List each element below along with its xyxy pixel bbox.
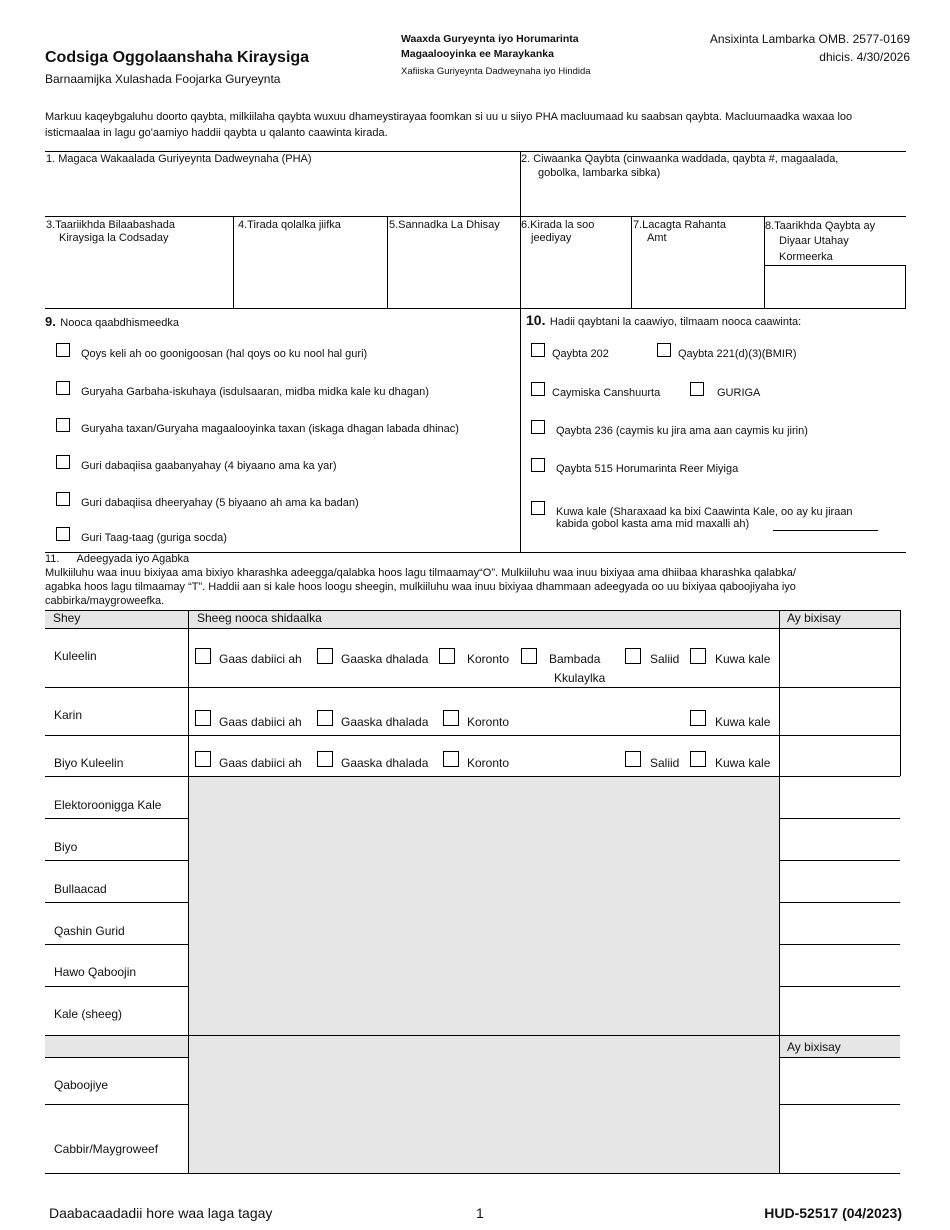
heating-natural-gas-checkbox[interactable] (195, 648, 211, 664)
lease-start-input[interactable] (46, 250, 231, 305)
water-paid-by-input[interactable] (781, 820, 898, 858)
range-microwave-paid-by-input[interactable] (781, 1106, 898, 1171)
inspection-date-label-3: Kormeerka (779, 251, 833, 263)
proposed-rent-input[interactable] (523, 250, 628, 305)
assistance-type-number: 10. (526, 312, 546, 328)
security-deposit-input[interactable] (634, 250, 761, 305)
refrigerator-paid-by-input[interactable] (781, 1059, 898, 1102)
section-202-checkbox[interactable] (531, 343, 545, 357)
cooking-other-label: Kuwa kale (715, 715, 771, 729)
section-221-checkbox[interactable] (657, 343, 671, 357)
department-line-1: Waaxda Guryeynta iyo Horumarinta (401, 33, 579, 45)
trash-paid-by-input[interactable] (781, 904, 898, 942)
inspection-date-label-2: Diyaar Utahay (779, 235, 849, 247)
assistance-type-label: Hadii qaybtani la caawiyo, tilmaam nooca caawinta: (549, 316, 802, 328)
other-specify-paid-by-input[interactable] (781, 988, 898, 1033)
structure-option-label: Guri dabaqiisa dheeryahay (5 biyaano ah ama ka badan) (81, 497, 359, 509)
item-column-header: Shey (53, 611, 81, 625)
section-236-label: Qaybta 236 (caymis ku jira ama aan caymis ku jirin) (556, 425, 808, 437)
paid-by-column-header: Ay bixisay (787, 611, 841, 625)
row-label-water: Biyo (54, 840, 78, 854)
other-assistance-label-1: Kuwa kale (Sharaxaad ka bixi Caawinta Kale, oo ay ku jiraan (556, 506, 853, 518)
water-heating-oil-label: Saliid (650, 756, 680, 770)
utilities-desc-line-1: Mulkiiluhu waa inuu bixiyaa ama bixiyo kharashka adeegga/qalabka hoos lagu tilmaamay“O”. Mulkiiluhu waa inuu bixiyaa ama dhiibaa kharashka qalabka/ (45, 567, 796, 579)
utilities-title: Adeegyada iyo Agabka (76, 553, 190, 565)
department-office: Xafiiska Guriyeynta Dadweynaha iyo Hindida (401, 66, 591, 77)
footer-previous-editions: Daabacaadadii hore waa laga tagay (49, 1205, 273, 1221)
structure-manufactured-checkbox[interactable] (56, 527, 70, 541)
structure-option-label: Guryaha taxan/Guryaha magaalooyinka taxan (iskaga dhagan labada dhinac) (81, 423, 459, 435)
water-heating-oil-checkbox[interactable] (625, 751, 641, 767)
air-conditioning-paid-by-input[interactable] (781, 946, 898, 984)
utilities-desc-line-2: agabka hoos lagu tilmaamay “T”. Haddii aan si kale hoos loogu sheegin, mulkiiluhu waa inuu bixiyaa dhammaan adeegyada oo uu bixiyaa qaboojiyaha iyo (45, 581, 796, 593)
assistance-type-heading (526, 312, 801, 330)
bedrooms-input[interactable] (236, 236, 384, 305)
heating-oil-label: Saliid (650, 652, 680, 666)
security-deposit-label-2: Amt (647, 232, 667, 244)
heating-paid-by-input[interactable] (781, 630, 898, 685)
section-515-label: Qaybta 515 Horumarinta Reer Miyiga (556, 463, 739, 475)
heating-other-checkbox[interactable] (690, 648, 706, 664)
home-label: GURIGA (717, 387, 761, 399)
water-heating-electric-label: Koronto (467, 756, 510, 770)
proposed-rent-label-2: jeediyay (531, 232, 572, 244)
structure-type-number: 9. (45, 314, 56, 329)
unit-address-label-1: 2. Ciwaanka Qaybta (cinwaanka waddada, qaybta #, magaalada, (521, 153, 839, 165)
heating-bottle-gas-label: Gaaska dhalada (341, 652, 429, 666)
pha-name-input[interactable] (46, 168, 516, 212)
section-221-label: Qaybta 221(d)(3)(BMIR) (678, 348, 797, 360)
year-built-label: 5.Sannadka La Dhisay (389, 219, 500, 231)
utilities-desc-line-3: cabbirka/maygroweefka. (45, 595, 165, 607)
water-heating-other-checkbox[interactable] (690, 751, 706, 767)
heating-bottle-gas-checkbox[interactable] (317, 648, 333, 664)
cooking-electric-checkbox[interactable] (443, 710, 459, 726)
department-line-2: Magaalooyinka ee Maraykanka (401, 48, 554, 60)
inspection-date-input[interactable] (767, 267, 903, 306)
utilities-heading (45, 553, 189, 565)
bedrooms-label: 4.Tirada qolalka jiifka (238, 219, 341, 231)
pha-name-label: 1. Magaca Wakaalada Guriyeynta Dadweynaha (PHA) (46, 153, 312, 165)
water-heating-bottle-gas-checkbox[interactable] (317, 751, 333, 767)
other-electric-paid-by-input[interactable] (781, 778, 898, 816)
row-label-cooking: Karin (54, 708, 83, 722)
paid-by-column-header-2: Ay bixisay (787, 1040, 841, 1054)
cooking-bottle-gas-checkbox[interactable] (317, 710, 333, 726)
section-202-label: Qaybta 202 (552, 348, 609, 360)
structure-semi-detached-checkbox[interactable] (56, 381, 70, 395)
structure-high-rise-checkbox[interactable] (56, 492, 70, 506)
water-heating-other-label: Kuwa kale (715, 756, 771, 770)
sewer-paid-by-input[interactable] (781, 862, 898, 900)
omb-expiration: dhicis. 4/30/2026 (819, 50, 910, 64)
proposed-rent-label-1: 6.Kirada la soo (521, 219, 595, 231)
row-label-sewer: Bullaacad (54, 882, 107, 896)
structure-low-rise-checkbox[interactable] (56, 455, 70, 469)
structure-type-heading (45, 313, 179, 331)
intro-text-line-1: Markuu kaqeybgaluhu doorto qaybta, milkiilaha qaybta wuxuu dhameystirayaa foomkan si uu u siiyo PHA macluumaad ku saabsan qaybta. Macluumaadka waxaa loo (45, 111, 853, 123)
form-title: Codsiga Oggolaanshaha Kiraysiga (45, 49, 310, 66)
page-number: 1 (476, 1205, 484, 1221)
row-label-range-microwave: Cabbir/Maygroweef (54, 1142, 159, 1156)
heating-natural-gas-label: Gaas dabiici ah (219, 652, 302, 666)
intro-text-line-2: isticmaalaa in lagu go'aamiyo haddii qaybta u qalanto caawinta kirada. (45, 127, 388, 139)
structure-rowhouse-checkbox[interactable] (56, 418, 70, 432)
cooking-electric-label: Koronto (467, 715, 510, 729)
heating-heat-pump-label-2: Kkulaylka (554, 671, 606, 685)
water-heating-paid-by-input[interactable] (781, 737, 898, 774)
row-label-air-conditioning: Hawo Qaboojin (54, 965, 137, 979)
heating-other-label: Kuwa kale (715, 652, 771, 666)
water-heating-bottle-gas-label: Gaaska dhalada (341, 756, 429, 770)
lease-start-label-1: 3.Taariikhda Bilaabashada (46, 219, 176, 231)
lease-start-label-2: Kiraysiga la Codsaday (59, 232, 169, 244)
row-label-heating: Kuleelin (54, 649, 97, 663)
cooking-bottle-gas-label: Gaaska dhalada (341, 715, 429, 729)
unit-address-label-2: gobolka, lambarka sibka) (538, 167, 661, 179)
water-heating-electric-checkbox[interactable] (443, 751, 459, 767)
heating-heat-pump-checkbox[interactable] (521, 648, 537, 664)
cooking-natural-gas-label: Gaas dabiici ah (219, 715, 302, 729)
structure-option-label: Guri dabaqiisa gaabanyahay (4 biyaano ama ka yar) (81, 460, 337, 472)
water-heating-natural-gas-checkbox[interactable] (195, 751, 211, 767)
structure-single-family-checkbox[interactable] (56, 343, 70, 357)
section-236-checkbox[interactable] (531, 420, 545, 434)
row-label-water-heating: Biyo Kuleelin (54, 756, 124, 770)
fuel-column-header: Sheeg nooca shidaalka (197, 611, 322, 625)
other-assistance-checkbox[interactable] (531, 501, 545, 515)
form-subtitle: Barnaamijka Xulashada Foojarka Guryeynta (45, 72, 281, 86)
structure-type-label: Nooca qaabdhismeedka (60, 317, 179, 329)
cooking-other-checkbox[interactable] (690, 710, 706, 726)
omb-number: Ansixinta Lambarka OMB. 2577-0169 (709, 32, 910, 46)
cooking-natural-gas-checkbox[interactable] (195, 710, 211, 726)
structure-option-label: Guri Taag-taag (guriga socda) (81, 532, 227, 544)
inspection-date-label-1: 8.Taarikhda Qaybta ay (765, 220, 876, 232)
row-label-other-electric: Elektoroonigga Kale (54, 798, 162, 812)
structure-option-label: Guryaha Garbaha-iskuhaya (isdulsaaran, midba midka kale ku dhagan) (81, 386, 429, 398)
form-id: HUD-52517 (04/2023) (764, 1205, 902, 1221)
year-built-input[interactable] (390, 236, 517, 305)
row-label-refrigerator: Qaboojiye (54, 1078, 109, 1092)
row-label-other-specify: Kale (sheeg) (54, 1007, 123, 1021)
cooking-paid-by-input[interactable] (781, 689, 898, 733)
heating-oil-checkbox[interactable] (625, 648, 641, 664)
tax-credit-label: Caymiska Canshuurta (552, 387, 661, 399)
structure-option-label: Qoys keli ah oo goonigoosan (hal qoys oo ku nool hal guri) (81, 348, 368, 360)
security-deposit-label-1: 7.Lacagta Rahanta (633, 219, 726, 231)
heating-electric-label: Koronto (467, 652, 510, 666)
other-assistance-label-2: kabida gobol kasta ama mid maxalli ah) (556, 518, 750, 530)
home-checkbox[interactable] (690, 382, 704, 396)
tax-credit-checkbox[interactable] (531, 382, 545, 396)
other-assistance-input[interactable] (773, 530, 878, 531)
unit-address-input[interactable] (522, 183, 902, 213)
heating-heat-pump-label-1: Bambada (549, 652, 601, 666)
water-heating-natural-gas-label: Gaas dabiici ah (219, 756, 302, 770)
row-label-trash: Qashin Gurid (54, 924, 125, 938)
heating-electric-checkbox[interactable] (439, 648, 455, 664)
section-515-checkbox[interactable] (531, 458, 545, 472)
utilities-number: 11. (45, 553, 60, 565)
